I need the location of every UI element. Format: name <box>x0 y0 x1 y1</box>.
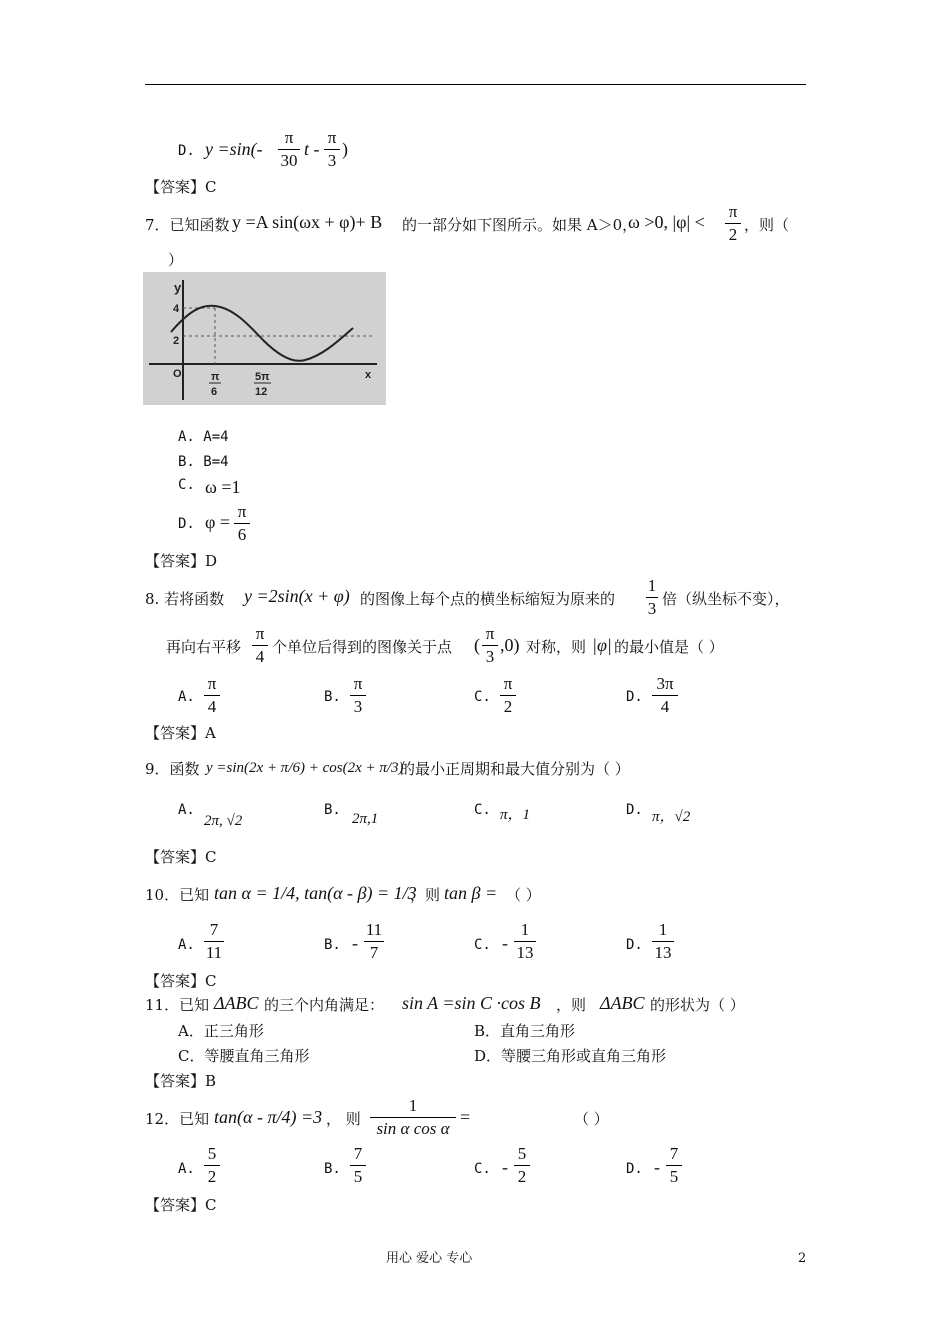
q8-option-d-label: D. <box>626 689 643 705</box>
q12-option-c-sign: - <box>502 1157 508 1177</box>
q7-option-c-label: C. <box>178 477 195 493</box>
q6-option-d-label: D. <box>178 143 195 159</box>
q8-line2-d: 的最小值是（ ） <box>614 638 724 656</box>
q10-expr2: tan β = <box>444 883 498 903</box>
graph-x-label: x <box>365 369 372 381</box>
q12-frac: 1 sin α cos α <box>370 1096 456 1139</box>
q12-option-d-sign: - <box>654 1157 660 1177</box>
graph-y-tick-2: 2 <box>173 335 180 347</box>
q12-expr: tan(α - π/4) =3 <box>214 1107 323 1127</box>
q12-option-d-frac: 7 5 <box>666 1144 682 1187</box>
q9-text-b: 的最小正周期和最大值分别为（ ） <box>400 760 630 778</box>
q10-option-c-sign: - <box>502 933 508 953</box>
q11-text-a: 11．已知 <box>145 996 210 1014</box>
q8-line2-frac: π 4 <box>252 624 268 667</box>
q6-frac1: π 30 <box>278 128 300 171</box>
q11-text-b: 的三个内角满足： <box>264 996 385 1014</box>
q10-option-c-frac: 1 13 <box>514 920 536 963</box>
graph-x-tick2-num: 5π <box>255 371 270 383</box>
q9-option-d-val: π，√2 <box>652 809 691 825</box>
q8-point-rest: ,0) <box>500 635 520 655</box>
q10-text-a: 10．已知 <box>145 886 210 904</box>
q12-text-b: ， 则 <box>326 1110 361 1128</box>
graph-y-tick-4: 4 <box>173 303 180 315</box>
q7-option-a: A. A=4 <box>178 429 229 445</box>
q10-option-a-frac: 7 11 <box>205 920 223 962</box>
q10-option-b-label: B. <box>324 937 341 953</box>
q9-answer: 【答案】C <box>145 848 217 866</box>
q7-mid: 的一部分如下图所示。如果 A＞0， <box>402 216 638 234</box>
q8-option-a-frac: π 4 <box>204 674 220 717</box>
q12-paren: （ ） <box>574 1110 609 1128</box>
q9-option-a-val: 2π, √2 <box>204 813 243 829</box>
q10-option-b-sign: - <box>352 933 358 953</box>
q9-text-a: 9．函数 <box>145 760 200 778</box>
graph-x-tick1-den: 6 <box>211 386 218 398</box>
q11-tri-2: ΔABC <box>600 993 645 1013</box>
q10-answer: 【答案】C <box>145 972 217 990</box>
q9-option-a-label: A. <box>178 802 195 818</box>
q12-option-b-label: B. <box>324 1161 341 1177</box>
q7-cond-frac: π 2 <box>725 202 741 245</box>
graph-x-tick1-num: π <box>211 371 220 383</box>
page-number: 2 <box>798 1251 807 1266</box>
q10-text-b: ，则 <box>410 886 441 904</box>
q12-eq: = <box>460 1107 471 1127</box>
q6-option-d-expr: y =sin(- <box>205 139 263 159</box>
q8-line1-frac: 1 3 <box>647 576 657 618</box>
q8-answer: 【答案】A <box>145 724 216 742</box>
q7-end: ，则（ <box>744 216 790 234</box>
q10-option-d-frac: 1 13 <box>652 920 674 963</box>
q10-option-a-label: A. <box>178 937 195 953</box>
q8-option-c-frac: π 2 <box>500 674 516 717</box>
q8-abs: |φ| <box>592 635 612 655</box>
q8-point-frac: π 3 <box>482 624 498 667</box>
q8-line2-b: 个单位后得到的图像关于点 <box>272 638 453 656</box>
q7-expr: y =A sin(ωx + φ)+ B <box>232 212 383 232</box>
q8-line1-b: 的图像上每个点的横坐标缩短为原来的 <box>360 590 616 608</box>
q10-option-d-label: D. <box>626 937 643 953</box>
q8-option-c-label: C. <box>474 689 491 705</box>
q11-option-d: D．等腰三角形或直角三角形 <box>474 1047 667 1065</box>
q7-prefix: 7．已知函数 <box>145 216 230 234</box>
q11-option-c: C．等腰直角三角形 <box>178 1047 310 1065</box>
q6-frac2: π 3 <box>324 128 340 171</box>
q7-paren-close: ） <box>168 251 184 269</box>
q9-option-c-val: π，1 <box>500 807 531 823</box>
q8-line2-c: 对称，则 <box>526 638 587 656</box>
q8-point-open: ( <box>474 635 480 655</box>
q8-line1-a: 8. 若将函数 <box>145 590 225 608</box>
q7-option-d-label: D. <box>178 516 195 532</box>
graph-origin: O <box>173 368 182 380</box>
q12-option-d-label: D. <box>626 1161 643 1177</box>
q7-option-c-expr: ω =1 <box>205 477 241 497</box>
q12-option-a-frac: 5 2 <box>204 1144 220 1187</box>
q10-text-c: （ ） <box>506 886 541 904</box>
q8-option-b-label: B. <box>324 689 341 705</box>
q8-line1-c: 倍（纵坐标不变）， <box>662 590 790 608</box>
q7-option-b: B. B=4 <box>178 454 229 470</box>
q12-option-c-frac: 5 2 <box>514 1144 530 1187</box>
q10-option-c-label: C. <box>474 937 491 953</box>
q12-option-c-label: C. <box>474 1161 491 1177</box>
q12-option-b-frac: 7 5 <box>350 1144 366 1187</box>
q8-line1-expr: y =2sin(x + φ) <box>244 586 350 606</box>
q9-option-d-label: D. <box>626 802 643 818</box>
q9-option-b-label: B. <box>324 802 341 818</box>
q12-answer: 【答案】C <box>145 1196 217 1214</box>
graph-x-tick2-den: 12 <box>255 386 268 398</box>
q6-option-d-t: t - <box>304 139 320 159</box>
q11-text-c: ，则 <box>556 996 587 1014</box>
q9-expr: y =sin(2x + π/6) + cos(2x + π/3) <box>206 760 404 776</box>
q11-text-d: 的形状为（ ） <box>650 996 745 1014</box>
footer-motto: 用心 爱心 专心 <box>386 1251 473 1266</box>
q10-option-b-frac: 11 7 <box>365 920 383 962</box>
q7-answer: 【答案】D <box>145 552 218 570</box>
q8-option-b-frac: π 3 <box>350 674 366 717</box>
q12-option-a-label: A. <box>178 1161 195 1177</box>
graph-y-label: y <box>174 280 182 295</box>
q8-line2-a: 再向右平移 <box>166 638 242 656</box>
q12-text-a: 12．已知 <box>145 1110 210 1128</box>
q10-expr: tan α = 1/4, tan(α - β) = 1/3 <box>214 883 417 903</box>
q6-close: ) <box>342 139 348 159</box>
q6-answer: 【答案】C <box>145 178 217 196</box>
q7-option-d-frac: π 6 <box>234 502 250 545</box>
q9-option-b-val: 2π,1 <box>352 811 379 827</box>
header-rule <box>145 84 806 85</box>
q9-option-c-label: C. <box>474 802 491 818</box>
q7-sine-graph <box>143 272 386 405</box>
q11-option-b: B．直角三角形 <box>474 1022 576 1040</box>
q8-option-d-frac: 3π 4 <box>652 674 678 717</box>
q11-answer: 【答案】B <box>145 1072 217 1090</box>
q8-option-a-label: A. <box>178 689 195 705</box>
q11-expr: sin A =sin C ·cos B <box>402 993 541 1013</box>
q7-cond: ω >0, |φ| < <box>628 212 705 232</box>
q11-tri: ΔABC <box>214 993 259 1013</box>
q11-option-a: A．正三角形 <box>178 1022 264 1040</box>
q7-option-d-expr: φ = <box>205 512 231 532</box>
